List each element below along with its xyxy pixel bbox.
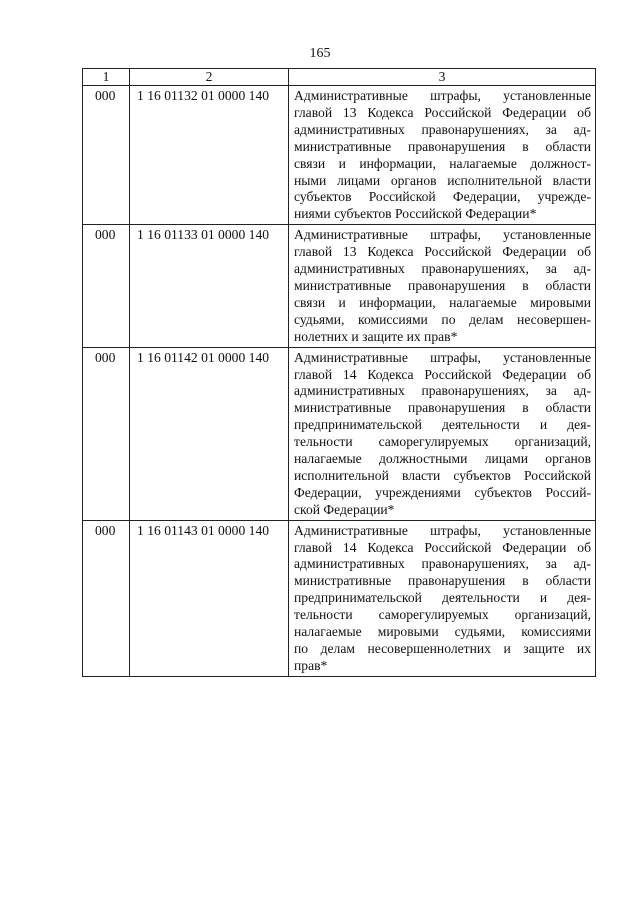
description-line: главой 13 Кодекса Российской Федерации об (294, 104, 591, 120)
description-line: по делам несовершеннолетних и защите их (294, 641, 591, 656)
description-cell (289, 520, 596, 676)
table-body (83, 69, 596, 677)
description-line: Административные штрафы, установленные (294, 88, 591, 103)
description-line: ниями субъектов Российской Федерации* (294, 206, 537, 222)
admin-code-cell: 000 (83, 86, 130, 225)
description-line: предпринимательской деятельности и дея- (294, 417, 591, 433)
budget-code-cell: 1 16 01132 01 0000 140 (130, 86, 289, 225)
description-cell (289, 225, 596, 347)
description-line: ными лицами органов исполнительной власти (294, 172, 591, 188)
description-line: административных правонарушениях, за ад- (294, 383, 591, 399)
budget-code-cell: 1 16 01143 01 0000 140 (130, 520, 289, 676)
description-cell (289, 347, 596, 520)
description-line: судьями, комиссиями по делам несовершен- (294, 311, 591, 327)
description-line: главой 14 Кодекса Российской Федерации об (294, 539, 591, 555)
page-number: 165 (309, 46, 331, 61)
description-line: Административные штрафы, установленные (294, 227, 591, 243)
table-header-row (83, 69, 596, 86)
description-line: министративные правонарушения в области (294, 400, 591, 416)
description-line: Федерации, учреждениями субъектов Россий- (294, 484, 591, 500)
budget-code-cell: 1 16 01133 01 0000 140 (130, 225, 289, 347)
description-line: министративные правонарушения в области (294, 138, 591, 154)
description-line: главой 14 Кодекса Российской Федерации об (294, 366, 591, 382)
description-cell (289, 86, 596, 225)
description-line: министративные правонарушения в области (294, 573, 591, 589)
description-line: тельности саморегулируемых организаций, (294, 434, 591, 450)
description-line: министративные правонарушения в области (294, 277, 591, 293)
description-line: нолетних и защите их прав* (294, 328, 458, 344)
table-row (83, 520, 596, 676)
description-line: налагаемые должностными лицами органов (294, 451, 591, 467)
table-row (83, 347, 596, 520)
description-line: прав* (294, 657, 328, 673)
description-line: ской Федерации* (294, 501, 395, 517)
column-header-2: 2 (130, 69, 289, 86)
budget-code-cell: 1 16 01142 01 0000 140 (130, 347, 289, 520)
table-row (83, 225, 596, 347)
description-line: Административные штрафы, установленные (294, 522, 591, 538)
codes-table (82, 68, 596, 677)
description-line: тельности саморегулируемых организаций, (294, 607, 591, 623)
column-header-3: 3 (289, 69, 596, 86)
description-line: административных правонарушениях, за ад- (294, 556, 591, 572)
description-line: предпринимательской деятельности и дея- (294, 590, 591, 606)
admin-code-cell: 000 (83, 520, 130, 676)
admin-code-cell: 000 (83, 225, 130, 347)
description-line: налагаемые мировыми судьями, комиссиями (294, 624, 591, 640)
description-line: исполнительной власти субъектов Российской (294, 467, 591, 483)
description-line: административных правонарушениях, за ад- (294, 121, 591, 137)
description-line: главой 13 Кодекса Российской Федерации об (294, 244, 591, 260)
description-line: административных правонарушениях, за ад- (294, 261, 591, 277)
table-row (83, 86, 596, 225)
description-line: связи и информации, налагаемые должност- (294, 155, 591, 171)
description-line: субъектов Российской Федерации, учрежде- (294, 189, 591, 205)
column-header-1: 1 (83, 69, 130, 86)
description-line: связи и информации, налагаемые мировыми (294, 294, 591, 310)
admin-code-cell: 000 (83, 347, 130, 520)
description-line: Административные штрафы, установленные (294, 349, 591, 365)
